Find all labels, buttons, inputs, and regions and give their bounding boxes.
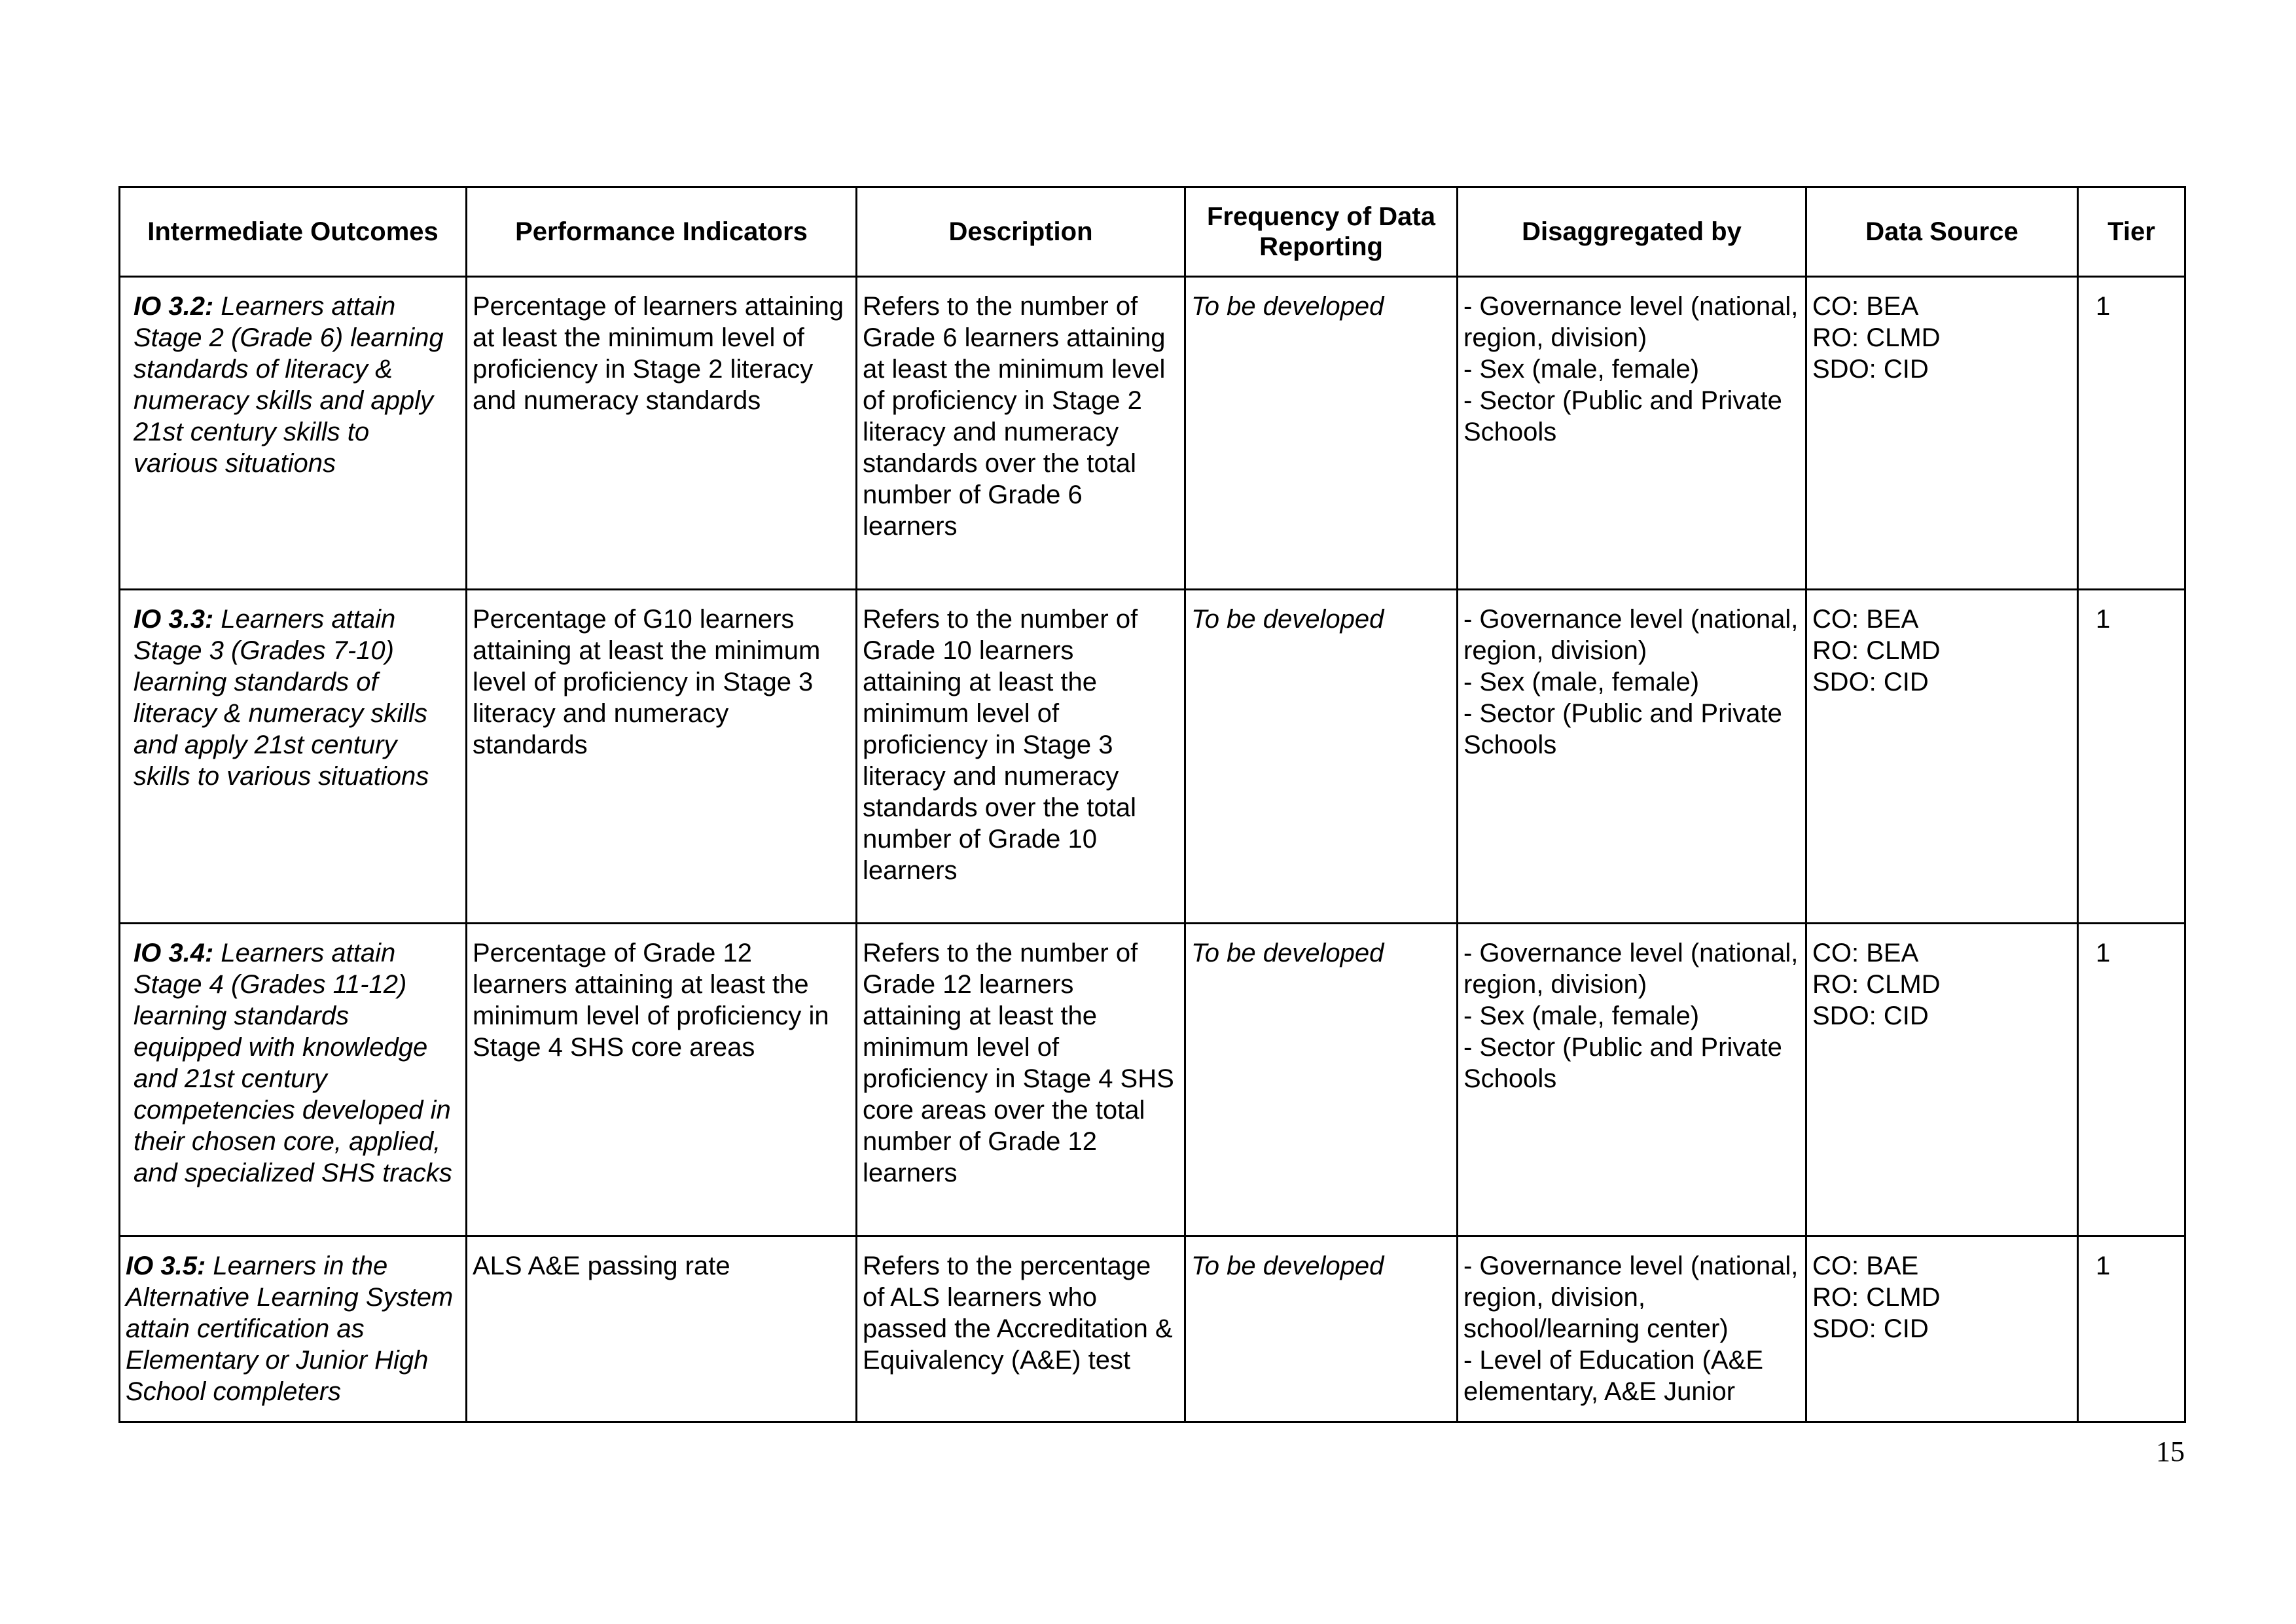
frequency-cell: To be developed bbox=[1185, 924, 1458, 1236]
io-code: IO 3.4: bbox=[134, 939, 214, 967]
intermediate-outcome-cell bbox=[120, 590, 467, 924]
intermediate-outcome-cell bbox=[120, 277, 467, 590]
io-text: Learners attain Stage 4 (Grades 11-12) learning standards equipped with knowledge and 21st century competencies developed in their chosen core, applied, and specialized SHS tracks bbox=[134, 939, 452, 1187]
description-cell: Refers to the number of Grade 6 learners attaining at least the minimum level of proficiency in Stage 2 literacy and numeracy standards over the total number of Grade 6 learners bbox=[857, 277, 1185, 590]
intermediate-outcome-cell bbox=[120, 1236, 467, 1422]
data-source-item: RO: CLMD bbox=[1812, 323, 1941, 352]
io-code: IO 3.3: bbox=[134, 605, 214, 634]
description-cell: Refers to the number of Grade 10 learners attaining at least the minimum level of proficiency in Stage 3 literacy and numeracy standards over the total number of Grade 10 learners bbox=[857, 590, 1185, 924]
disaggregation-item: - Governance level (national, region, division) bbox=[1463, 605, 1799, 665]
indicators-table bbox=[118, 186, 2186, 1423]
table-row bbox=[120, 924, 2185, 1236]
disaggregation-item: - Level of Education (A&E elementary, A&E Junior bbox=[1463, 1346, 1764, 1406]
intermediate-outcome-cell bbox=[120, 924, 467, 1236]
io-text: Learners attain Stage 2 (Grade 6) learning standards of literacy & numeracy skills and apply 21st century skills to various situations bbox=[134, 292, 444, 478]
header-row bbox=[120, 187, 2185, 277]
data-source-item: RO: CLMD bbox=[1812, 636, 1941, 665]
disaggregated-cell bbox=[1458, 590, 1806, 924]
disaggregation-item: - Governance level (national, region, division) bbox=[1463, 292, 1799, 352]
disaggregation-item: - Sector (Public and Private Schools bbox=[1463, 386, 1782, 446]
performance-indicator-cell: Percentage of Grade 12 learners attaining at least the minimum level of proficiency in Stage 4 SHS core areas bbox=[467, 924, 857, 1236]
data-source-item: SDO: CID bbox=[1812, 355, 1929, 384]
header-data-source: Data Source bbox=[1806, 187, 2078, 277]
data-source-item: SDO: CID bbox=[1812, 668, 1929, 696]
header-performance-indicators: Performance Indicators bbox=[467, 187, 857, 277]
data-source-cell bbox=[1806, 590, 2078, 924]
table-row bbox=[120, 1236, 2185, 1422]
header-disaggregated-by: Disaggregated by bbox=[1458, 187, 1806, 277]
header-tier: Tier bbox=[2078, 187, 2185, 277]
io-text: Learners attain Stage 3 (Grades 7-10) learning standards of literacy & numeracy skills and apply 21st century skills to various situations bbox=[134, 605, 429, 791]
disaggregated-cell bbox=[1458, 277, 1806, 590]
disaggregation-item: - Governance level (national, region, division, school/learning center) bbox=[1463, 1252, 1799, 1343]
data-source-item: CO: BEA bbox=[1812, 939, 1919, 967]
performance-indicator-cell: Percentage of learners attaining at least the minimum level of proficiency in Stage 2 literacy and numeracy standards bbox=[467, 277, 857, 590]
header-description: Description bbox=[857, 187, 1185, 277]
frequency-cell: To be developed bbox=[1185, 590, 1458, 924]
disaggregated-cell bbox=[1458, 924, 1806, 1236]
disaggregation-item: - Sector (Public and Private Schools bbox=[1463, 1033, 1782, 1093]
tier-cell: 1 bbox=[2078, 924, 2185, 1236]
data-source-item: RO: CLMD bbox=[1812, 970, 1941, 999]
table-row bbox=[120, 590, 2185, 924]
data-source-cell bbox=[1806, 277, 2078, 590]
io-text: Learners in the Alternative Learning System attain certification as Elementary or Junior High School completers bbox=[126, 1252, 454, 1406]
disaggregation-item: - Sex (male, female) bbox=[1463, 355, 1700, 384]
data-source-item: CO: BEA bbox=[1812, 292, 1919, 321]
performance-indicator-cell: Percentage of G10 learners attaining at least the minimum level of proficiency in Stage 3 literacy and numeracy standards bbox=[467, 590, 857, 924]
disaggregation-item: - Sex (male, female) bbox=[1463, 1001, 1700, 1030]
page-number: 15 bbox=[2156, 1435, 2185, 1468]
disaggregation-item: - Governance level (national, region, division) bbox=[1463, 939, 1799, 999]
data-source-item: CO: BEA bbox=[1812, 605, 1919, 634]
header-frequency: Frequency of Data Reporting bbox=[1185, 187, 1458, 277]
tier-cell: 1 bbox=[2078, 1236, 2185, 1422]
io-code: IO 3.5: bbox=[126, 1252, 206, 1280]
io-code: IO 3.2: bbox=[134, 292, 214, 321]
data-source-item: RO: CLMD bbox=[1812, 1283, 1941, 1312]
data-source-item: SDO: CID bbox=[1812, 1001, 1929, 1030]
tier-cell: 1 bbox=[2078, 590, 2185, 924]
table-row bbox=[120, 277, 2185, 590]
tier-cell: 1 bbox=[2078, 277, 2185, 590]
header-intermediate-outcomes: Intermediate Outcomes bbox=[120, 187, 467, 277]
frequency-cell: To be developed bbox=[1185, 1236, 1458, 1422]
description-cell: Refers to the number of Grade 12 learners attaining at least the minimum level of proficiency in Stage 4 SHS core areas over the total number of Grade 12 learners bbox=[857, 924, 1185, 1236]
disaggregated-cell bbox=[1458, 1236, 1806, 1422]
disaggregation-item: - Sex (male, female) bbox=[1463, 668, 1700, 696]
data-source-cell bbox=[1806, 924, 2078, 1236]
data-source-item: CO: BAE bbox=[1812, 1252, 1919, 1280]
performance-indicator-cell: ALS A&E passing rate bbox=[467, 1236, 857, 1422]
data-source-cell bbox=[1806, 1236, 2078, 1422]
disaggregation-item: - Sector (Public and Private Schools bbox=[1463, 699, 1782, 759]
frequency-cell: To be developed bbox=[1185, 277, 1458, 590]
description-cell: Refers to the percentage of ALS learners who passed the Accreditation & Equivalency (A&E) test bbox=[857, 1236, 1185, 1422]
data-source-item: SDO: CID bbox=[1812, 1314, 1929, 1343]
